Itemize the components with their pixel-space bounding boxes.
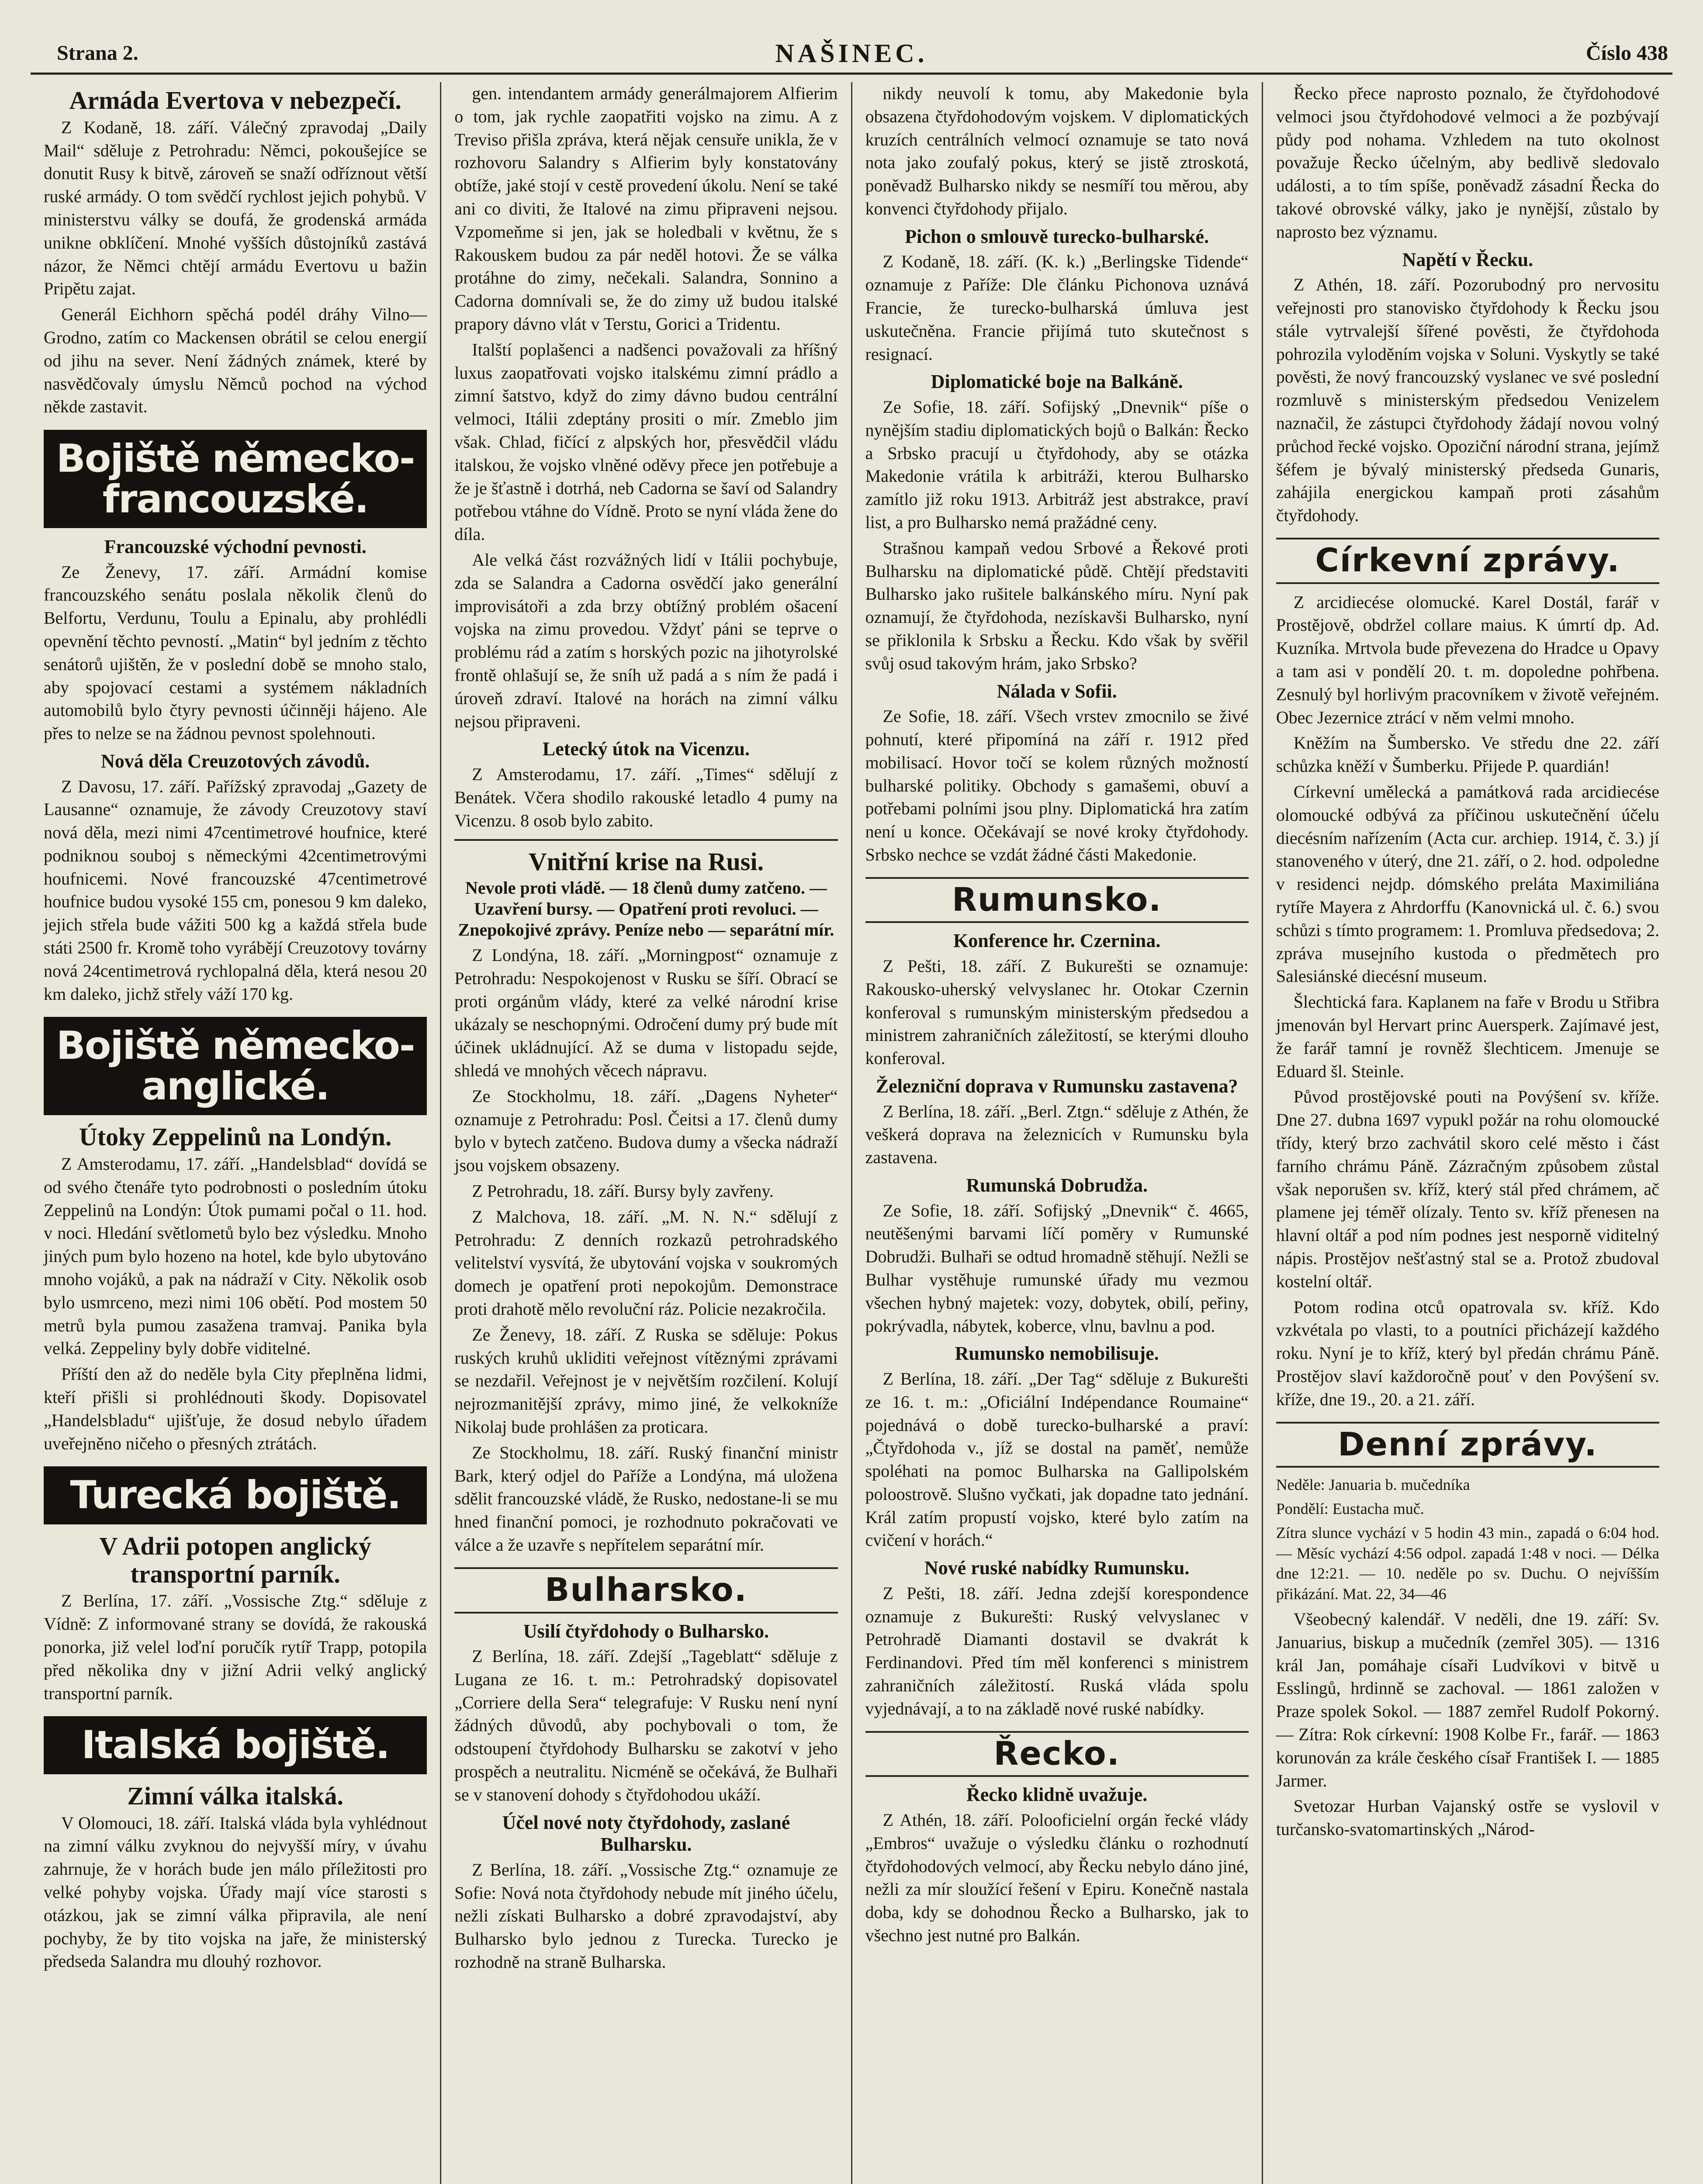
article-text: Ale velká část rozvážných lidí v Itálii pochybuje, zda se Salandra a Cadorna osvědčí jako generální improvisátoři a zda brzy obtížný problém ošacení vojska na zimu provedou. Vždyť páni se teprve o problému rád a zatím s horských pozic na jihotyrolské frontě ohlašují se, že sníh už padá a s ním že padá i úroveň zdraví. Italové na horách na zimní válku nejsou připraveni.: [454, 549, 838, 731]
calendar-sunday: Neděle: Januaria b. mučedníka: [1276, 1476, 1470, 1494]
article-text: Kněžím na Šumbersko. Ve středu dne 22. září schůzka kněží v Šumberku. Přijede P. quardián!: [1276, 733, 1659, 776]
headline: Armáda Evertova v nebezpečí.: [69, 86, 402, 114]
article-text: Z Petrohradu, 18. září. Bursy byly zavřeny.: [472, 1181, 774, 1201]
article-text: Z Amsterodamu, 17. září. „Times“ sdělují z Benátek. Včera shodilo rakouské letadlo 4 pumy na Vicenzu. 8 osob bylo zabito.: [454, 764, 838, 830]
article-text: Strašnou kampaň vedou Srbové a Řekové proti Bulharsku na diplomatické půdě. Chtějí představiti Bulharsko jako rušitele balkánského míru. Nyní pak oznamují, že čtyřdohoda, nezískavši Bulharsko, nyní se přiklonila k Srbsku a Řecku. Kdo však by svěřil svůj osud takovým hrám, jako Srbsko?: [865, 538, 1249, 673]
section-banner: Řecko.: [865, 1731, 1249, 1777]
section-banner: Turecká bojiště.: [44, 1466, 427, 1524]
article-text: Ze Ženevy, 18. září. Z Ruska se sděluje: Pokus ruských kruhů ukliditi veřejnost vítěznými zprávami se nezdařil. Veřejnost je v největším rozčilení. Kolují nejrozmanitější zprávy, mimo jiné, že velkokníže Nikolaj bude prohlášen za proticara.: [454, 1324, 838, 1437]
article-text: Potom rodina otců opatrovala sv. kříž. Kdo vzkvétala po vlasti, to a poutníci přicházejí každého roku. Nyní je to kříž, který byl předán chrámu Páně. Prostějov slaví každoročně pouť v den Povýšení sv. kříže, dne 19., 20. a 21. září.: [1276, 1297, 1659, 1409]
headline: Nová děla Creuzotových závodů.: [101, 750, 370, 772]
column-4: [1263, 82, 1672, 2184]
article-text: Z Athén, 18. září. Pozorubodný pro nervositu veřejnosti pro stanovisko čtyřdohody k Řecku jsou stále vytrvalejší šířené pověsti, že čtyřdohoda pohrozila vyloděním vojska v Soluni. Vyskytly se také pověsti, že nový francouzský vyslanec ve své poslední rozmluvě s ministerským předsedou Venizelem naznačil, že zástupci čtyřdohody žádají novou volný průchod řecké vojsko. Opoziční národní strana, jejímž šéfem je bývalý ministerský předseda Gunaris, zahájila energickou kampaň proti zásahům čtyřdohody.: [1276, 275, 1659, 525]
article-text: Z Amsterodamu, 17. září. „Handelsblad“ dovídá se od svého čtenáře tyto podrobnosti o posledním útoku Zeppelinů na Londýn: Útok pumami počal o 11. hod. v noci. Hledání světlometů bylo bez výsledku. Mnoho jiných pum bylo hozeno na hotel, kde bylo ubytováno mnoho vojáků, a pak na nádraží v City. Několik osob bylo usmrceno, mezi nimi 106 obětí. Pod mostem 50 metrů byla pumou zasažena tramvaj. Panika byla velká. Zeppeliny byly dobře viditelné.: [44, 1154, 427, 1358]
headline: Diplomatické boje na Balkáně.: [931, 371, 1183, 393]
divider: [454, 839, 838, 841]
headline: Nové ruské nabídky Rumunsku.: [924, 1557, 1190, 1579]
column-3: [852, 82, 1263, 2184]
section-banner: Bulharsko.: [454, 1567, 838, 1614]
article-text: Šlechtická fara. Kaplanem na faře v Brodu u Střibra jmenován byl Hervart princ Auersperk. Zajímavé jest, že farář tamní je rovněž šlechticem. Jmenuje se Eduard šl. Steinle.: [1276, 992, 1659, 1081]
article-text: Z Kodaně, 18. září. (K. k.) „Berlingske Tidende“ oznamuje z Paříže: Dle článku Pichonova uznává Francie, že turecko-bulharská úmluva jest uskutečněna. Francie přijímá tuto skutečnost s resignací.: [865, 252, 1249, 364]
masthead: [31, 38, 1672, 75]
headline: Řecko klidně uvažuje.: [966, 1784, 1148, 1806]
article-text: Z Kodaně, 18. září. Válečný zpravodaj „Daily Mail“ sděluje z Petrohradu: Němci, pokoušejíce se donutit Rusy k bitvě, zároveň se snaží odříznout větší ruské armády. O tom svědčí rychlost jejich pohybů. V ministerstvu války se doufá, že grodenská armáda unikne obklíčení. Mnohé vyšších důstojníků zastává názor, že Němci chtějí armádu Evertovu u bažin Pripětu zajat.: [44, 117, 427, 299]
article-text: Ze Ženevy, 17. září. Armádní komise francouzského senátu poslala několik členů do Belfortu, Verdunu, Toulu a Epinalu, aby prohlédli opevnění těchto pevností. „Matin“ byl jedním z těchto senátorů ujištěn, že v poslední době se mnoho stalo, aby spojovací cestami a systémem nákladních automobilů bylo čtyry pevnosti účinněji hájeno. Ale přes to nelze se na žádnou pevnost spolehnouti.: [44, 562, 427, 743]
article-text: Z Athén, 18. září. Polooficielní orgán řecké vlády „Embros“ uvažuje o výsledku článku o rozhodnutí čtyřdohodových velmocí, aby Řecku nebylo dáno jiné, nežli za mír sloužící řešení v Epiru. Konečně nastala doba, kdy se dohodnou Řecko a Bulharsko, jak to všechno jest nutné pro Balkán.: [865, 1810, 1249, 1945]
article-text: Ze Stockholmu, 18. září. Ruský finanční ministr Bark, který odjel do Paříže a Londýna, má uložena sdělit francouzské vládě, že Rusko, nedostane-li se mu hned finanční pomoci, je rozhodnuto pokračovati ve válce a že uzavře s nepřítelem separátní mír.: [454, 1442, 838, 1555]
article-text: Svetozar Hurban Vajanský ostře se vyslovil v turčansko-svatomartinských „Národ-: [1276, 1796, 1659, 1839]
article-text: Z Malchova, 18. září. „M. N. N.“ sdělují z Petrohradu: Z denních rozkazů petrohradského velitelství vysvítá, že ubytování vojska v soukromých domech je opatření proti nepokojům. Demonstrace proti drahotě mělo revoluční ráz. Policie nezakročila.: [454, 1206, 838, 1319]
article-text: Z Pešti, 18. září. Z Bukurešti se oznamuje: Rakousko-uherský velvyslanec hr. Otokar Czernin konferoval s rumunským ministerským předsedou a ministrem zahraničních záležitostí, se kterými dlouho konferoval.: [865, 956, 1249, 1068]
section-banner: Bojiště německo-francouzské.: [44, 430, 427, 528]
article-text: Řecko přece naprosto poznalo, že čtyřdohodové velmoci jsou čtyřdohodové velmoci a že pozbývají půdy pod nohama. Vzhledem na tuto okolnost považuje Řecko účelným, aby bedlivě sledovalo události, a to tím spíše, poněvadž zásadní Řecka do takové obrovské války, jako je nynější, zůstalo by naprosto bez významu.: [1276, 83, 1659, 242]
newspaper-title: NAŠINEC.: [775, 39, 928, 68]
headline: Konference hr. Czernina.: [953, 930, 1161, 952]
headline: Vnitřní krise na Rusi.: [528, 847, 764, 876]
article-text: Z Pešti, 18. září. Jedna zdejší korespondence oznamuje z Bukurešti: Ruský velvyslanec v Petrohradě Diamanti dostavil se dvakrát k Ferdinandovi. Před tím měl konferenci s ministrem zahraničních záležitostí. Ruská vláda spolu vyjednávají, a to na základě nové ruské nabídky.: [865, 1583, 1249, 1718]
article-text: Ze Sofie, 18. září. Sofijský „Dnevnik“ píše o nynějším stadiu diplomatických bojů o Balkán: Řecko a Srbsko pracují u čtyřdohody, aby se otázka Makedonie vrátila k arbitráži, kterou Bulharsko zamítlo již roku 1913. Arbitráž jest abstrakce, praví list, a pro Bulharsko nemá pražádné ceny.: [865, 397, 1249, 532]
article-text: Původ prostějovské pouti na Povýšení sv. kříže. Dne 27. dubna 1697 vypukl požár na rohu olomoucké třídy, který brzo zachvátil skoro celé město i část farního chrámu Páně. Zázračným způsobem zůstal však neporušen sv. kříž, který stál před chrámem, ač plamene jej téměř olízaly. Tento sv. kříž přenesen na hlavní oltář a pod ním podnes jest nesporně viditelný nápis. Prostějov nešťastný stal se a. Protož zbudoval kostelní oltář.: [1276, 1087, 1659, 1291]
article-text: Ze Sofie, 18. září. Všech vrstev zmocnilo se živé pohnutí, které připomíná na září r. 1912 před mobilisací. Hovor točí se kolem různých možností bulharské politiky. Obchody s gamašemi, obuví a potřebami polními jsou plny. Diplomatická hra zatím není u konce. Očekávají se nové kroky čtyřdohody. Srbsko nechce se vzdát žádné části Makedonie.: [865, 706, 1249, 864]
article-text: Z Berlína, 17. září. „Vossische Ztg.“ sděluje z Vídně: Z informované strany se dovídá, že rakouská ponorka, již velel loďní poručík rytíř Trapp, potopila před několika dny v jižní Adrii velký anglický transportní parník.: [44, 1591, 427, 1703]
article-text: Všeobecný kalendář. V neděli, dne 19. září: Sv. Januarius, biskup a mučedník (zemřel 305). — 1316 král Jan, pomáhaje císaři Ludvíkovi v bitvě u Esslingů, hrdinně se zachoval. — 1861 založen v Praze spolek Sokol. — 1887 zemřel Rudolf Pokorný. — Zítra: Rok církevní: 1908 Kolbe Fr., farář. — 1863 korunován za krále českého císař František I. — 1885 Jarmer.: [1276, 1609, 1659, 1790]
page-number: Strana 2.: [57, 41, 138, 65]
columns: [31, 82, 1672, 2184]
headline: V Adrii potopen anglický transportní parník.: [99, 1531, 371, 1588]
section-banner: Bojiště německo-anglické.: [44, 1017, 427, 1115]
headline: Útoky Zeppelinů na Londýn.: [79, 1123, 392, 1151]
article-text: V Olomouci, 18. září. Italská vláda byla vyhlédnout na zimní válku zvyknou do nejvyšší míry, v úvahu zahrnuje, že v horách bude jen málo příležitosti pro velké pohyby vojska. Úřady mají více starosti s otázkou, jak se zimní válka připravila, ale není pochyby, že by tito vojska na jaře, že ministerský předseda Salandra mu dlouhý rozhovor.: [44, 1813, 427, 1971]
article-text: Z Londýna, 18. září. „Morningpost“ oznamuje z Petrohradu: Nespokojenost v Rusku se šíří. Obrací se proti orgánům vlády, které za velké národní krise ukázaly se neschopnými. Odročení dumy prý bude mít účinek ukládnující. Až se duma v listopadu sejde, shledá ve mnohých věcech nápravu.: [454, 945, 838, 1081]
issue-number: Číslo 438: [1585, 41, 1668, 65]
headline: Zimní válka italská.: [127, 1781, 343, 1810]
headline: Rumunská Dobrudža.: [966, 1174, 1148, 1196]
column-1: [31, 82, 441, 2184]
headline: Účel nové noty čtyřdohody, zaslané Bulharsku.: [502, 1811, 790, 1856]
article-text: Ze Stockholmu, 18. září. „Dagens Nyheter“ oznamuje z Petrohradu: Posl. Čeitsi a 17. členů dumy bylo v bytech zatčeno. Budova dumy a všecka nádraží jsou vojskem obsazeny.: [454, 1086, 838, 1175]
article-text: Příští den až do neděle byla City přeplněna lidmi, kteří přišli si prohlédnouti škody. Dopisovatel „Handelsbladu“ ujišťuje, že dosud nebylo úřadem uveřejněno ničeho o přesných ztrátách.: [44, 1364, 427, 1453]
article-text: Generál Eichhorn spěchá podél dráhy Vilno—Grodno, zatím co Mackensen obrátil se celou energií od jihu na sever. Není žádných známek, které by nasvědčovaly úmyslu Němců pochod na východ někde zastavit.: [44, 304, 427, 417]
calendar-monday: Pondělí: Eustacha muč.: [1276, 1500, 1424, 1517]
article-text: gen. intendantem armády generálmajorem Alfierim o tom, jak rychle zaopatřiti vojsko na zimu. A z Treviso přišla zpráva, která nějak censuře unikla, že v rozhovoru Salandry s Alfierim byly konstatovány obtíže, jaké stojí v cestě provedení úkolu. Není se také ani co diviti, že Italové na zimu připraveni nejsou. Vzpomeňme si jen, jak se holedbali v květnu, že s Rakouskem budou za pár neděl hotovi. Že se válka protáhne do zimy, nečekali. Salandra, Sonnino a Cadorna domnívali se, že do zimy už budou italské prapory dávno vlát v Terstu, Gorici a Tridentu.: [454, 83, 838, 334]
subheadline: Nevole proti vládě. — 18 členů dumy zatčeno. — Uzavření bursy. — Opatření proti revoluci. — Znepokojivé zprávy. Peníze nebo — separátní mír.: [458, 878, 834, 940]
section-banner: Italská bojiště.: [44, 1716, 427, 1774]
article-text: nikdy neuvolí k tomu, aby Makedonie byla obsazena čtyřdohodovým vojskem. V diplomatických kruzích centrálních velmocí oznamuje se tato nová nota jako zoufalý pokus, který se jistě ztroskotá, poněvadž Bulharsko nikdy se nesmíří tou měrou, aby konvenci čtyřdohody přijalo.: [865, 83, 1249, 218]
article-text: Italští poplašenci a nadšenci považovali za hříšný luxus zaopatřovati vojsko italskému zimní prádlo a zimní šatstvo, když do zimy dávno budou centrální velmoci, Itálii zdeptány prositi o mír. Zmeblo jim však. Chlad, fičící z alpských hor, přesvědčil vládu italskou, že vojsko vlněné oděvy přece jen potřebuje a že je šťastně i dotrhá, neb Cadorna se šaví od Salandry potřebou vtáhne do Vídně. Proto se nyní vláda žene do díla.: [454, 339, 838, 544]
article-text: Z Davosu, 17. září. Pařížský zpravodaj „Gazety de Lausanne“ oznamuje, že závody Creuzotovy staví nová děla, mezi nimi 47centimetrové houfnice, které podniknou souboj s německými 42centimetrovými houfnicemi. Nové francouzské 47centimetrové houfnice budou vysoké 155 cm, ponesou 9 km daleko, jejich střela bude vážiti 500 kg a každá střela bude státi 2500 fr. Kromě toho vyrábějí Creuzotovy továrny nová 24centimetrová rychlopalná děla, která nesou 20 km daleko, jichž střely váží 170 kg.: [44, 776, 427, 1004]
column-2: [441, 82, 852, 2184]
article-text: Z Berlína, 18. září. „Der Tag“ sděluje z Bukurešti ze 16. t. m.: „Oficiální Indépendance Roumaine“ pojednává o době turecko-bulharské a praví: „Čtyřdohoda v., jíž se dostal na paměť, nemůže spoléhati na pomoc Bulharska na Gallipolském poloostrově. Slušno vyčkati, jak dopadne tato jednání. Král zatím propustí vojsko, které bylo zatím na cvičení v horách.“: [865, 1368, 1249, 1550]
headline: Napětí v Řecku.: [1402, 249, 1533, 270]
article-text: Z Berlína, 18. září. „Berl. Ztgn.“ sděluje z Athén, že veškerá doprava na železnicích v Rumunsku byla zastavena.: [865, 1101, 1249, 1168]
headline: Pichon o smlouvě turecko-bulharské.: [905, 225, 1209, 247]
headline: Francouzské východní pevnosti.: [104, 536, 367, 557]
article-text: Z arcidiecése olomucké. Karel Dostál, farář v Prostějově, obdržel collare maius. K úmrtí dp. Ad. Kuzníka. Mrtvola bude převezena do Hradce u Opavy a tam asi v pondělí 20. t. m. dopoledne pohřbena. Zesnulý byl horlivým pracovníkem v životě veřejném. Obec Jezernice ztrácí v něm velmi mnoho.: [1276, 592, 1659, 727]
article-text: Ze Sofie, 18. září. Sofijský „Dnevnik“ č. 4665, neutěšenými barvami líčí poměry v Rumunské Dobrudži. Bulhaři se odtud hromadně stěhují. Nežli se Bulhar vystěhuje rumunské úřady mu vezmou všechen hybný majetek: vozy, dobytek, obilí, peřiny, pokrývadla, nábytek, koberce, vlnu, bavlnu a pod.: [865, 1200, 1249, 1336]
headline: Rumunsko nemobilisuje.: [955, 1343, 1159, 1365]
article-text: Z Berlína, 18. září. Zdejší „Tageblatt“ sděluje z Lugana ze 16. t. m.: Petrohradský dopisovatel „Corriere della Sera“ telegrafuje: V Rusku není nyní žádných důvodů, aby pochybovali o tom, že odstoupení čtyřdohody Bulharsku se zakotví v jeho prospěch a neutralitu. Nicméně se očekává, že Bulhaři se v stanovení dohody s čtyřdohodou ukáží.: [454, 1646, 838, 1804]
headline: Železniční doprava v Rumunsku zastavena?: [876, 1075, 1238, 1097]
headline: Letecký útok na Vicenzu.: [542, 738, 750, 760]
section-banner: Denní zprávy.: [1276, 1422, 1659, 1468]
section-banner: Rumunsko.: [865, 877, 1249, 923]
headline: Nálada v Sofii.: [997, 680, 1117, 702]
article-text: Z Berlína, 18. září. „Vossische Ztg.“ oznamuje ze Sofie: Nová nota čtyřdohody nebude mít jiného účelu, nežli získati Bulharsko a dobré zpravodajství, aby Bulharsko bylo jednou z Turecka. Turecko je rozhodně na straně Bulharska.: [454, 1859, 838, 1972]
sun-moon-info: Zítra slunce vychází v 5 hodin 43 min., zapadá o 6:04 hod. — Měsíc vychází 4:56 odpol. zapadá 1:48 v noci. — Délka dne 12:21. — 10. neděle po sv. Duchu. O nejvíšším přikázání. Mat. 22, 34—46: [1276, 1524, 1659, 1603]
article-text: Církevní umělecká a památková rada arcidiecése olomoucké odbývá za příčinou uskutečnění účelu diecésním nařízením (Acta cur. archiep. 1914, č. 3.) jí stanoveného v úterý, dne 21. září, o 2. hod. odpoledne v residenci nejdp. dómského preláta Maximiliána rytíře Mayera z Ahrdorffu (Kanovnická ul. č. 6.) svou schůzi s tímto programem: 1. Promluva předsedova; 2. zpráva musejního kustoda o předmětech pro Salesiánské diecésní museum.: [1276, 782, 1659, 986]
headline: Usilí čtyřdohody o Bulharsko.: [523, 1620, 769, 1642]
section-banner: Církevní zprávy.: [1276, 538, 1659, 584]
